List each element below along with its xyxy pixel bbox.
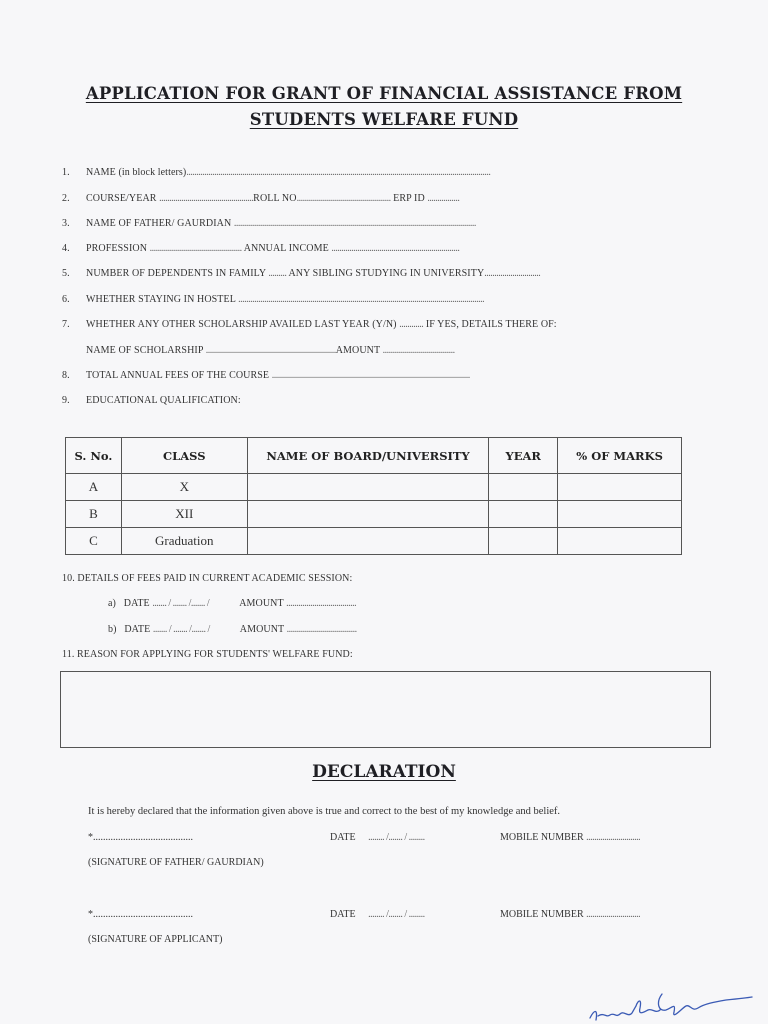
field-number: 4. <box>62 243 70 254</box>
applicant-signature-caption: (SIGNATURE OF APPLICANT) <box>88 934 223 945</box>
field-father-name <box>62 218 476 229</box>
date-label: DATE <box>330 909 356 920</box>
details-label: IF YES, DETAILS THERE OF: <box>425 319 557 330</box>
field-number: 8. <box>62 370 70 381</box>
erp-id-label: ERP ID <box>393 193 425 204</box>
date-fill[interactable]: ........ /....... / ........ <box>368 832 425 843</box>
declaration-text: It is hereby declared that the information given above is true and correct to the best of my knowledge and belief. <box>88 806 561 817</box>
erp-id-fill[interactable]: ................ <box>427 193 460 204</box>
father-signature-caption: (SIGNATURE OF FATHER/ GAURDIAN) <box>88 857 264 868</box>
amount-label: AMOUNT <box>239 624 285 635</box>
field-label: COURSE/YEAR <box>86 193 157 204</box>
row-marker: a) <box>108 598 116 609</box>
field-label: NAME (in block letters) <box>86 167 187 178</box>
header-year: YEAR <box>489 438 558 474</box>
scholarship-name-fill[interactable]: ................................................................. <box>205 345 336 356</box>
cell-class: X <box>121 474 247 501</box>
dependents-fill[interactable]: ......... <box>268 268 287 279</box>
fee-row-b <box>108 624 357 635</box>
cell-board[interactable] <box>247 501 489 528</box>
form-title-line2: STUDENTS WELFARE FUND <box>249 110 519 129</box>
date-label: DATE <box>330 832 356 843</box>
header-marks: % OF MARKS <box>558 438 682 474</box>
table-row <box>66 474 682 501</box>
declaration-title: DECLARATION <box>312 762 456 782</box>
field-number: 3. <box>62 218 70 229</box>
mobile-fill[interactable]: ........................... <box>586 832 641 843</box>
course-year-fill[interactable]: ............................................... <box>159 193 254 204</box>
mobile-label: MOBILE NUMBER <box>500 909 584 920</box>
field-number: 2. <box>62 193 70 204</box>
field-label: WHETHER STAYING IN HOSTEL <box>86 294 236 305</box>
field-profession <box>62 243 459 254</box>
field-other-scholarship <box>62 319 557 330</box>
mobile-fill[interactable]: ........................... <box>586 909 641 920</box>
cell-sno: B <box>66 501 122 528</box>
profession-fill[interactable]: .............................................. <box>149 243 242 254</box>
cell-marks[interactable] <box>558 501 682 528</box>
row-marker: b) <box>108 624 117 635</box>
amount-fill[interactable]: ................................... <box>286 598 357 609</box>
field-education <box>62 395 241 406</box>
education-table <box>65 437 682 555</box>
field-label: NAME OF FATHER/ GAURDIAN <box>86 218 232 229</box>
fill-line[interactable]: ........................................................................................................................................................ <box>186 167 491 178</box>
cell-class: XII <box>121 501 247 528</box>
field-label: EDUCATIONAL QUALIFICATION: <box>86 395 241 406</box>
date-label: DATE <box>123 598 150 609</box>
fees-section-label: 10. DETAILS OF FEES PAID IN CURRENT ACADEMIC SESSION: <box>62 573 353 584</box>
reason-textbox[interactable] <box>60 671 711 748</box>
amount-label: AMOUNT <box>239 598 284 609</box>
field-label: NAME OF SCHOLARSHIP <box>86 345 204 356</box>
annual-income-label: ANNUAL INCOME <box>243 243 329 254</box>
field-name <box>62 167 490 178</box>
scholarship-yn-fill[interactable]: ............ <box>399 319 424 330</box>
applicant-date <box>330 909 425 920</box>
fill-line[interactable]: ........................................................................................................................... <box>238 294 485 305</box>
roll-no-label: ROLL NO <box>253 193 297 204</box>
amount-fill[interactable]: .................................... <box>382 345 455 356</box>
date-fill[interactable]: ....... / ....... /....... / <box>152 598 210 609</box>
sibling-fill[interactable]: ............................ <box>484 268 541 279</box>
field-scholarship-name <box>86 345 455 356</box>
cell-sno: A <box>66 474 122 501</box>
fill-line[interactable]: ......................................................................................................................... <box>233 218 476 229</box>
field-label: TOTAL ANNUAL FEES OF THE COURSE <box>86 370 270 381</box>
cell-year[interactable] <box>489 528 558 555</box>
amount-label: AMOUNT <box>335 345 381 356</box>
father-mobile <box>500 832 640 843</box>
field-label: WHETHER ANY OTHER SCHOLARSHIP AVAILED LAST YEAR (Y/N) <box>86 319 397 330</box>
field-course-year <box>62 193 459 204</box>
field-number: 9. <box>62 395 70 406</box>
applicant-mobile <box>500 909 640 920</box>
field-annual-fees <box>62 370 470 381</box>
field-number: 7. <box>62 319 70 330</box>
cell-marks[interactable] <box>558 474 682 501</box>
field-label: NUMBER OF DEPENDENTS IN FAMILY <box>86 268 266 279</box>
handwritten-signature-icon <box>586 988 756 1024</box>
date-fill[interactable]: ........ /....... / ........ <box>368 909 425 920</box>
fill-line[interactable]: ................................................................................................... <box>271 370 470 381</box>
field-number: 5. <box>62 268 70 279</box>
header-board: NAME OF BOARD/UNIVERSITY <box>247 438 489 474</box>
sibling-label: ANY SIBLING STUDYING IN UNIVERSITY <box>288 268 485 279</box>
mobile-label: MOBILE NUMBER <box>500 832 584 843</box>
table-row <box>66 501 682 528</box>
cell-year[interactable] <box>489 474 558 501</box>
cell-marks[interactable] <box>558 528 682 555</box>
reason-label: 11. REASON FOR APPLYING FOR STUDENTS' WELFARE FUND: <box>62 649 353 660</box>
cell-year[interactable] <box>489 501 558 528</box>
cell-sno: C <box>66 528 122 555</box>
date-fill[interactable]: ....... / ....... /....... / <box>152 624 210 635</box>
field-number: 1. <box>62 167 70 178</box>
father-date <box>330 832 425 843</box>
applicant-signature-line[interactable]: *........................................ <box>88 909 193 920</box>
field-hostel <box>62 294 484 305</box>
form-title-line1: APPLICATION FOR GRANT OF FINANCIAL ASSISTANCE FROM <box>85 84 683 103</box>
cell-board[interactable] <box>247 528 489 555</box>
annual-income-fill[interactable]: ................................................................ <box>331 243 460 254</box>
field-number: 6. <box>62 294 70 305</box>
field-label: PROFESSION <box>86 243 148 254</box>
header-sno: S. No. <box>66 438 122 474</box>
date-label: DATE <box>124 624 151 635</box>
table-header-row <box>66 438 682 474</box>
father-signature-line[interactable]: *........................................ <box>88 832 193 843</box>
cell-class: Graduation <box>121 528 247 555</box>
roll-no-fill[interactable]: ............................................... <box>296 193 391 204</box>
amount-fill[interactable]: ................................... <box>286 624 357 635</box>
fee-row-a <box>108 598 356 609</box>
field-dependents <box>62 268 540 279</box>
cell-board[interactable] <box>247 474 489 501</box>
header-class: CLASS <box>121 438 247 474</box>
table-row <box>66 528 682 555</box>
